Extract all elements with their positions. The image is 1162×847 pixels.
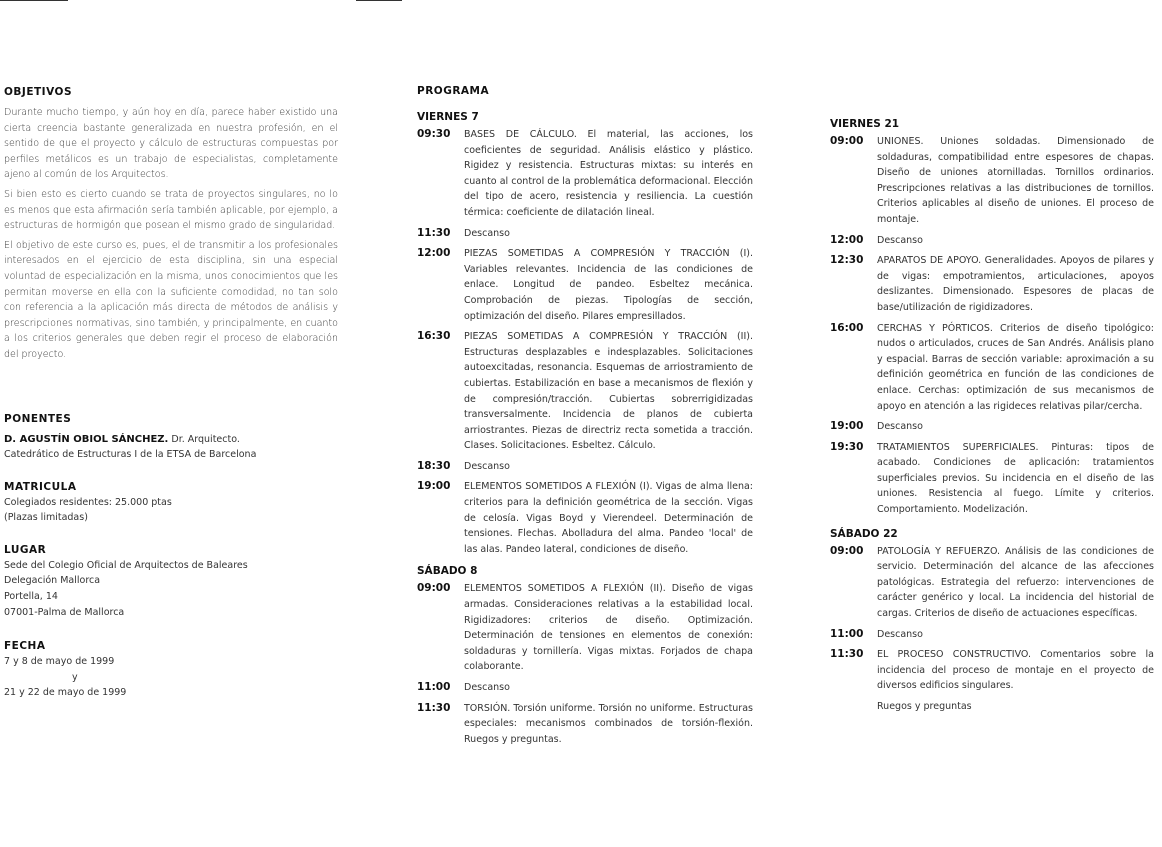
schedule-text: BASES DE CÁLCULO. El material, las acciones, los coeficientes de seguridad. Análisis elástico y plástico. Rigidez y resistencia. Estructuras mixtas: su interés en cuanto al control de la problemática deformacional. Elección del tipo de acero, resistencia y resiliencia. La cuestión térmica: coeficiente de dilatación lineal. bbox=[464, 129, 753, 218]
schedule-time: 18:30 bbox=[417, 459, 451, 472]
ponente-position: Catedrático de Estructuras I de la ETSA de Barcelona bbox=[4, 449, 257, 461]
schedule-item bbox=[830, 699, 1154, 715]
schedule-time: 12:30 bbox=[830, 254, 864, 267]
schedule-item bbox=[830, 253, 1154, 315]
schedule-text: Descanso bbox=[877, 421, 923, 433]
schedule-time: 09:00 bbox=[830, 544, 864, 557]
objetivos-section bbox=[4, 86, 338, 363]
schedule-item bbox=[417, 226, 753, 242]
day-label: VIERNES 21 bbox=[830, 118, 900, 130]
schedule-item bbox=[830, 627, 1154, 643]
schedule-text: Descanso bbox=[464, 227, 510, 239]
schedule-time: 19:30 bbox=[830, 440, 864, 453]
schedule-item bbox=[417, 680, 753, 696]
schedule-time: 09:00 bbox=[830, 135, 864, 147]
objetivos-paragraph: Durante mucho tiempo, y aún hoy en día, parece haber existido una cierta creencia bastante generalizada en nuestra profesión, en el sentido de que el proyecto y cálculo de estructuras compuestas por perfiles metálicos es un trabajo de especialistas, completamente ajeno al común de los Arquitectos. bbox=[4, 107, 338, 181]
schedule-text: Ruegos y preguntas bbox=[877, 701, 972, 712]
lugar-line: Portella, 14 bbox=[4, 591, 58, 603]
schedule-time: 11:30 bbox=[830, 648, 864, 661]
schedule-time: 11:30 bbox=[417, 226, 451, 239]
schedule-time: 11:00 bbox=[830, 627, 864, 640]
fecha-line: 7 y 8 de mayo de 1999 bbox=[4, 656, 115, 668]
fecha-section bbox=[4, 640, 338, 701]
schedule-text: CERCHAS Y PÓRTICOS. Criterios de diseño tipológico: nudos o articulados, cruces de San Andrés. Análisis plano y espacial. Barras de sección variable: aproximación a su definición geométrica en función de las condiciones de enlace. Cerchas: optimización de sus mecanismos de apoyo en atención a las rigideces relativas pilar/cercha. bbox=[877, 322, 1154, 412]
schedule-text: TORSIÓN. Torsión uniforme. Torsión no uniforme. Estructuras especiales: mecanismos combinados de torsión-flexión. Ruegos y preguntas. bbox=[464, 702, 753, 745]
schedule-text: Descanso bbox=[464, 460, 510, 472]
schedule-text: UNIONES. Uniones soldadas. Dimensionado de soldaduras, compatibilidad entre espesores de chapas. Diseño de uniones atornilladas. Tornillos ordinarios. Prescripciones relativas a las distribuciones de tornillos. Criterios aplicables al diseño de uniones. El proceso de montaje. bbox=[877, 136, 1154, 225]
schedule-time: 19:00 bbox=[417, 480, 451, 493]
matricula-price: Colegiados residentes: 25.000 ptas bbox=[4, 496, 172, 508]
schedule-text: PIEZAS SOMETIDAS A COMPRESIÓN Y TRACCIÓN (I). Variables relevantes. Incidencia de las condiciones de enlace. Longitud de pandeo. Esbeltez mecánica. Comprobación de piezas. Tipologías de sección, optimización del diseño. Pilares empresillados. bbox=[464, 248, 753, 322]
schedule-item bbox=[830, 134, 1154, 228]
ponente-line bbox=[4, 432, 338, 448]
fecha-heading: FECHA bbox=[4, 640, 46, 653]
schedule-item bbox=[830, 419, 1154, 435]
schedule-text: EL PROCESO CONSTRUCTIVO. Comentarios sobre la incidencia del proceso de montaje en el proyecto de diversos edificios singulares. bbox=[877, 649, 1154, 692]
fecha-conjunction: y bbox=[72, 671, 78, 683]
schedule-item bbox=[830, 233, 1154, 249]
schedule-text: PIEZAS SOMETIDAS A COMPRESIÓN Y TRACCIÓN (II). Estructuras desplazables e indesplazables. Solicitaciones autoexcitadas, resonancia. Esquemas de arriostramiento de cubiertas. Estabilización en base a mecanismos de flexión y de compresión/tracción. Cubiertas sobrerrigidizadas transversalmente. Incidencia de planos de cubierta arriostrantes. Piezas de directriz recta sometida a tracción. Clases. Solicitaciones. Esbeltez. Cálculo. bbox=[464, 331, 753, 452]
schedule-text: Descanso bbox=[877, 628, 923, 640]
schedule-text: Descanso bbox=[877, 234, 923, 246]
schedule-item bbox=[830, 321, 1154, 415]
objetivos-paragraph: Si bien esto es cierto cuando se trata de proyectos singulares, no lo es menos que esta afirmación sería también aplicable, por ejemplo, a estructuras de hormigón que posean el mismo grado de singularidad. bbox=[4, 188, 338, 232]
schedule-time: 16:00 bbox=[830, 321, 864, 334]
matricula-heading: MATRICULA bbox=[4, 480, 77, 493]
lugar-line: Sede del Colegio Oficial de Arquitectos de Baleares bbox=[4, 559, 248, 571]
objetivos-paragraph: El objetivo de este curso es, pues, el de transmitir a los profesionales interesados en el ejercicio de esta disciplina, sin una especial voluntad de especialización en la misma, unos conocimientos que les permitan moverse en ella con la suficiente comodidad, no tan solo con referencia a la aplicación más directa de métodos de análisis y prescripciones normativas, sino también, y principalmente, en cuanto a los criterios generales que deben regir el proceso de elaboración del proyecto. bbox=[4, 239, 338, 360]
info-column bbox=[4, 86, 338, 701]
schedule-time: 11:30 bbox=[417, 701, 451, 714]
schedule-item bbox=[417, 581, 753, 675]
schedule-text: TRATAMIENTOS SUPERFICIALES. Pinturas: tipos de acabado. Condiciones de aplicación: tratamientos superficiales previos. Su incidencia en el diseño de las uniones. Resistencia al fuego. Límite y criterios. Comportamiento. Modelización. bbox=[877, 441, 1154, 516]
day-label: VIERNES 7 bbox=[417, 111, 479, 123]
ponentes-section bbox=[4, 413, 338, 463]
lugar-line: Delegación Mallorca bbox=[4, 575, 101, 587]
schedule-text: PATOLOGÍA Y REFUERZO. Análisis de las condiciones de servicio. Determinación del alcance de las afecciones patológicas. Estrategia del refuerzo: intervenciones de carácter genérico y local. La incidencia del historial de cargas. Criterios de diseño de actuaciones específicas. bbox=[877, 545, 1154, 620]
lugar-line: 07001-Palma de Mallorca bbox=[4, 606, 125, 618]
lugar-heading: LUGAR bbox=[4, 543, 47, 556]
matricula-note: (Plazas limitadas) bbox=[4, 512, 88, 524]
schedule-item bbox=[417, 701, 753, 748]
schedule-text: APARATOS DE APOYO. Generalidades. Apoyos de pilares y de vigas: empotramientos, articulaciones, apoyos deslizantes. Dimensionado. Espesores de placas de base/utilización de rigidizadores. bbox=[877, 255, 1154, 313]
day-label: SÁBADO 22 bbox=[830, 527, 898, 540]
programa-heading: PROGRAMA bbox=[417, 85, 490, 97]
schedule-text: ELEMENTOS SOMETIDOS A FLEXIÓN (I). Vigas de alma llena: criterios para la definición geométrica de la sección. Vigas de celosía. Vigas Boyd y Vierendeel. Determinación de tensiones. Flechas. Abolladura del alma. Pandeo 'local' de las alas. Pandeo lateral, condiciones de diseño. bbox=[464, 481, 753, 555]
schedule-item bbox=[830, 440, 1154, 518]
ponente-name: D. AGUSTÍN OBIOL SÁNCHEZ. bbox=[4, 433, 169, 445]
schedule-item bbox=[417, 459, 753, 475]
objetivos-heading: OBJETIVOS bbox=[4, 86, 73, 98]
schedule-item bbox=[830, 647, 1154, 694]
schedule-item bbox=[417, 479, 753, 557]
fecha-line: 21 y 22 de mayo de 1999 bbox=[4, 687, 127, 699]
programa-column-1 bbox=[417, 85, 753, 752]
schedule-time: 16:30 bbox=[417, 330, 451, 343]
schedule-text: ELEMENTOS SOMETIDOS A FLEXIÓN (II). Diseño de vigas armadas. Consideraciones relativas a la estabilidad local. Rigidizadores: criterios de diseño. Optimización. Determinación de tensiones en elementos de conexión: soldaduras y tornillería. Vigas mixtas. Forjados de chapa colaborante. bbox=[464, 583, 753, 673]
schedule-text: Descanso bbox=[464, 682, 510, 693]
schedule-time: 09:30 bbox=[417, 128, 451, 140]
schedule-item bbox=[830, 544, 1154, 622]
schedule-time: 19:00 bbox=[830, 420, 864, 433]
top-rule-left bbox=[0, 0, 68, 1]
schedule-item bbox=[417, 127, 753, 221]
schedule-time: 12:00 bbox=[830, 233, 864, 246]
lugar-section bbox=[4, 544, 338, 620]
programa-column-2 bbox=[830, 112, 1154, 720]
schedule-time: 09:00 bbox=[417, 582, 451, 595]
schedule-item bbox=[417, 246, 753, 324]
ponente-title: Dr. Arquitecto. bbox=[171, 433, 240, 445]
day-label: SÁBADO 8 bbox=[417, 565, 478, 578]
matricula-section bbox=[4, 481, 338, 526]
top-rule-middle bbox=[356, 0, 402, 1]
schedule-time bbox=[830, 699, 877, 715]
ponentes-heading: PONENTES bbox=[4, 412, 72, 425]
schedule-item bbox=[417, 329, 753, 454]
schedule-time: 11:00 bbox=[417, 681, 451, 693]
schedule-time: 12:00 bbox=[417, 247, 451, 260]
